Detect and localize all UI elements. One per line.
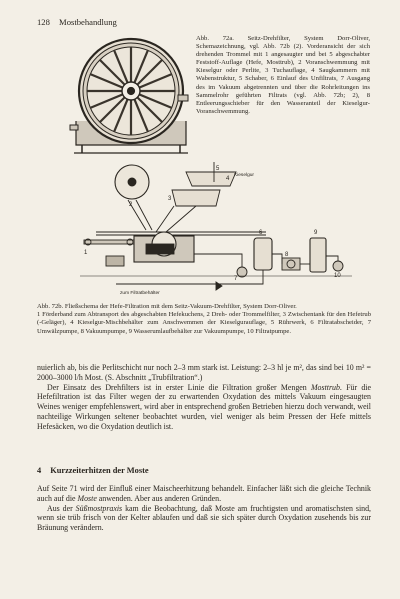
section-body-text — [37, 484, 371, 533]
svg-text:9: 9 — [314, 230, 318, 236]
figure-72a-caption: Abb. 72a. Seitz-Drehfilter, System Dorr-Oliver, Schemazeichnung, vgl. Abb. 72b (2). Vorderansicht der sich drehenden Trommel mit 1 angesaugter und bei 5 abgeschabter Feststoff-Auflage (Hefe, Mosttrub), 2 Voranschwemmung mit Kieselgur oder Perlite, 3 Tuchauflage, 4 Saugkammern mit Wabenstruktur, 5 Schaber, 6 Einlauf des Unfiltrats, 7 Ausgang des im Vakuum abgetrennten und über die Rohrleitungen ins Sammelrohr geführten Filtrats (vgl. Abb. 72b; 2), 8 Entleerungsschieber für den Wasseranteil der Kieselgur-Voranschwemmung. — [196, 35, 370, 115]
paragraph-text: Aus der — [47, 503, 76, 513]
paragraph-text: anwenden. Aber aus anderen Gründen. — [96, 493, 222, 503]
paragraph-text: . Für die Hefefiltration ist das Filter wegen der zu erwartenden Oxydation des mittels Vakuum eingesaugten Weines weniger empfehlenswert, wird aber in entsprechend großen Betrieben hierzu doch verwandt, weil nachteilige Wirkungen seltener beobachtet wurden, viel weniger als beim Pressen der Hefe mittels Hefesäcken, wo die Oxydation deutlich ist. — [37, 382, 371, 431]
term-mosttrub: Mosttrub — [310, 382, 340, 392]
filtration-flow-scheme — [76, 160, 356, 302]
paragraph-text: Auf Seite 71 wird der Einfluß einer Maischeerhitzung behandelt. Einfacher läßt sich die gleiche Technik auch auf die — [37, 484, 371, 503]
section-title: Kurzzeiterhitzen der Moste — [50, 466, 149, 475]
paragraph-intro — [37, 484, 371, 504]
svg-text:3: 3 — [168, 196, 172, 202]
page-header — [37, 17, 117, 27]
svg-text:8: 8 — [285, 252, 289, 258]
term-moste: Moste — [77, 493, 97, 503]
running-title: Mostbehandlung — [59, 17, 117, 27]
svg-text:1: 1 — [84, 250, 88, 256]
paragraph-text: Der Einsatz des Drehfilters ist in erster Linie die Filtration großer Mengen — [47, 382, 311, 392]
figure-72b-caption — [37, 303, 371, 336]
figure-72b-title: Abb. 72b. Fließschema der Hefe-Filtration mit dem Seitz-Vakuum-Drehfilter, System Dorr-Oliver. — [37, 303, 297, 310]
section-heading — [37, 466, 371, 475]
section-number: 4 — [37, 466, 42, 475]
svg-text:6: 6 — [259, 230, 263, 236]
svg-text:4: 4 — [226, 176, 230, 182]
figure-72b-legend: 1 Förderband zum Abtransport des abgeschabten Hefekuchens, 2 Dreh- oder Trommelfilter, 3 Zwischentank für den Hefetrub (-Geläger), 4 Kieselgur-Mischbehälter zum Anschwemmen der Kieselgurauflage, 5 Rührwerk, 6 Filtratabscheider, 7 Umwälzpumpe, 8 Vakuumpumpe, 9 Wasserumlaufbehälter zur Vakuumpumpe, 10 Filtratpumpe. — [37, 311, 371, 335]
drum-filter-illustration — [68, 33, 194, 157]
svg-text:7: 7 — [234, 276, 238, 282]
term-suessmostpraxis: Süßmostpraxis — [75, 503, 123, 513]
paragraph-observation — [37, 504, 371, 533]
paragraph-capacity: nuierlich ab, bis die Perlitschicht nur noch 2–3 mm stark ist. Leistung: 2–3 hl je m², das sind bei 10 m² = 2000–3000 l/h Most. (S. Abschnitt „Trubfiltration“.) — [37, 363, 371, 382]
body-text-block — [37, 363, 371, 431]
svg-text:5: 5 — [216, 166, 220, 172]
filtrate-tank-label: zum Filtratbehälter — [120, 291, 160, 296]
paragraph-drum-filter-use — [37, 383, 371, 432]
page-number: 128 — [37, 17, 50, 27]
paragraph-text: kam die Beobachtung, daß Moste am fruchtigsten und aromatischsten sind, wenn sie trüb frisch von der Kelter ablaufen und daß sie sich später durch Oxydation zusehends bis zur Bräunung verändern. — [37, 503, 371, 532]
svg-text:10: 10 — [334, 273, 341, 279]
svg-text:2: 2 — [129, 202, 133, 208]
kieselgur-label: Kieselgur — [234, 173, 254, 178]
